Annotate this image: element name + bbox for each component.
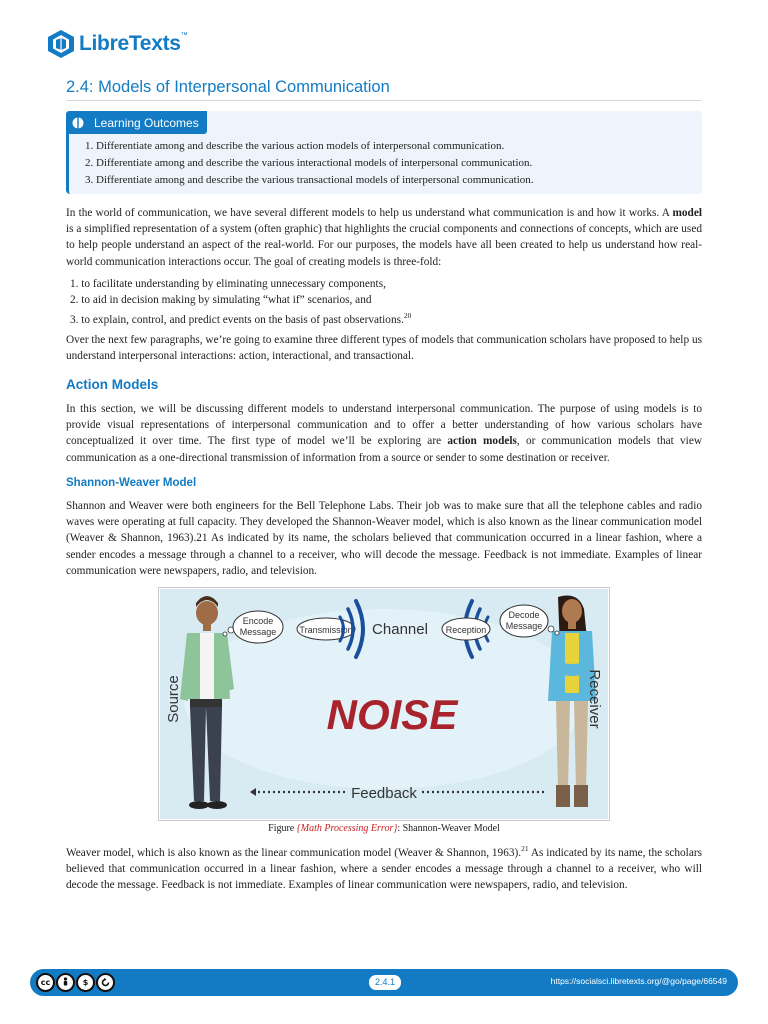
outcome-item: 1. Differentiate among and describe the various action models of interpersonal communication. [85,140,505,152]
shannon-weaver-diagram [160,589,608,819]
nc-icon: $ [76,973,95,992]
sa-icon [96,973,115,992]
goal-item: 2. to aid in decision making by simulating “what if” scenarios, and [70,294,372,307]
encode-message-label: Message [239,627,277,637]
channel-label: Channel [372,621,428,638]
lightbulb-icon [72,117,84,129]
page-title: 2.4: Models of Interpersonal Communication [66,78,702,101]
learning-outcomes-label: Learning Outcomes [94,115,199,130]
model-term: model [672,207,702,219]
receiver-label: Receiver [586,669,603,729]
reception-bubble [442,618,490,640]
source-label: Source [165,675,182,723]
transmission-bubble [297,618,355,640]
action-models-heading: Action Models [66,377,159,392]
page-footer [30,969,738,996]
learning-outcomes-list [85,138,534,189]
libretexts-hex-icon [46,29,76,59]
reception-label: Reception [445,625,487,635]
outcome-item: 2. Differentiate among and describe the various interactional models of interpersonal communication. [85,157,533,169]
action-models-term: action models [447,435,517,448]
decode-label: Decode [508,610,540,620]
transmission-label: Transmission [299,625,353,635]
footnote-ref[interactable]: 21 [521,844,529,853]
action-models-paragraph: In this section, we will be discussing different models to understand interpersonal communication. The purpose of using models is to provide visual representations of interpersonal communication and to offer a better understanding of how various scholars have conceptualized it over time. The first type of model we’ll be exploring are action models, or communication models that view communication as a one-directional transmission of information from a source or sender to some destination or receiver. [66,403,702,464]
decode-message-label: Message [505,621,543,631]
learning-outcomes-box [66,111,702,194]
encode-label: Encode [242,616,274,626]
by-icon [56,973,75,992]
shannon-weaver-heading: Shannon-Weaver Model [66,477,197,489]
goals-list [70,276,411,328]
math-error-text: {Math Processing Error} [296,823,398,834]
page-number: 2.4.1 [369,975,401,990]
figure-caption: Figure {Math Processing Error}: Shannon-Weaver Model [268,823,500,834]
feedback-label: Feedback [351,785,417,802]
shannon-weaver-continuation: Weaver model, which is also known as the linear communication model (Weaver & Shannon, 1963).$^{21}$ As indicated by its name, the scholars believed that communication occurred in a linear fashion, where a sender encodes a message through a channel to a receiver, who will decode the message. Feedback is not immediate. Examples of linear communication were newspapers, radio, and television. [66,844,702,892]
outcome-item: 3. Differentiate among and describe the various transactional models of interpersonal communication. [85,174,534,186]
footnote-ref[interactable]: 20 [403,311,412,321]
cc-icon: cc [36,973,55,992]
overview-paragraph: Over the next few paragraphs, we’re going to examine three different types of models that communication scholars have proposed to help us understand interpersonal interactions: action, interactional, and transactional. [66,334,702,363]
learning-outcomes-tab [66,111,207,134]
goal-item: 3. to explain, control, and predict events on the basis of past observations.$^{20}$ [70,311,412,327]
shannon-weaver-paragraph: Shannon and Weaver were both engineers for the Bell Telephone Labs. Their job was to make sure that all the telephone cables and radio waves were operating at full capacity. They developed the Shannon-Weaver model, which is also known as the linear communication model (Weaver & Shannon, 1963).21 As indicated by its name, the scholars believed that communication occurred in a linear fashion, where a sender encodes a message through a channel to a receiver, who will decode the message. Feedback is not immediate. Examples of linear communication were newspapers, radio, and television. [66,500,702,577]
shannon-weaver-figure [158,587,610,821]
libretexts-logo[interactable] [46,26,187,62]
page-url-link[interactable]: https://socialsci.libretexts.org/@go/page/66549 [550,976,727,986]
noise-label: NOISE [326,691,458,738]
goal-item: 1. to facilitate understanding by eliminating unnecessary components, [70,278,386,290]
intro-paragraph: In the world of communication, we have several different models to help us understand what communication is and how it works. A model is a simplified representation of a system (often graphic) that highlights the crucial components and connections of concepts, which are used to help people understand an aspect of the real-world. For our purposes, the models have all been created to help us understand how real-world communication interactions occur. The goal of creating models is three-fold: [66,207,702,268]
cc-license-badge[interactable] [36,973,116,992]
brand-name: LibreTexts™ [79,32,188,55]
